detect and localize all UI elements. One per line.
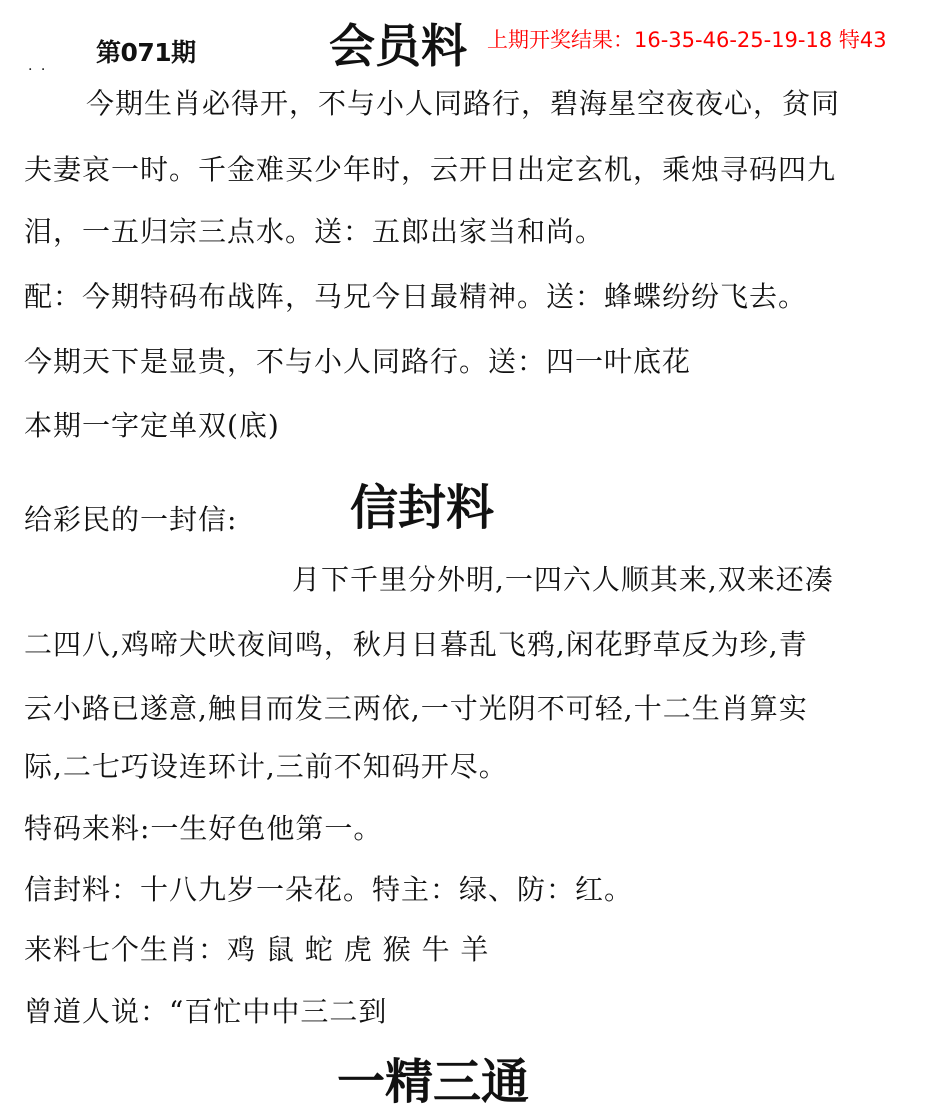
member-line-3: 泪，一五归宗三点水。送：五郎出家当和尚。: [24, 215, 605, 248]
member-material-title: 会员料: [329, 19, 467, 73]
bottom-title: 一精三通: [337, 1054, 530, 1110]
special-code-line: 特码来料:一生好色他第一。: [24, 812, 383, 845]
member-line-1: 今期生肖必得开，不与小人同路行，碧海星空夜夜心，贫同: [86, 87, 841, 120]
member-line-2: 夫妻哀一时。千金难买少年时，云开日出定玄机，乘烛寻码四九: [24, 153, 837, 186]
small-dots: . .: [28, 58, 48, 74]
letter-material-title: 信封料: [350, 480, 495, 536]
letter-line-2: 二四八,鸡啼犬吠夜间鸣，秋月日暮乱飞鸦,闲花野草反为珍,青: [24, 628, 808, 661]
zeng-dao-ren-line: 曾道人说：“百忙中中三二到: [24, 995, 388, 1028]
letter-line-1: 月下千里分外明,一四六人顺其来,双来还凑: [292, 563, 834, 596]
member-line-6: 本期一字定单双(底): [24, 409, 280, 442]
issue-number: 第071期: [96, 38, 196, 67]
letter-line-3: 云小路已遂意,触目而发三两依,一寸光阴不可轻,十二生肖算实: [24, 692, 808, 725]
envelope-material-line: 信封料：十八九岁一朵花。特主：绿、防：红。: [24, 873, 634, 906]
member-line-4: 配：今期特码布战阵，马兄今日最精神。送：蜂蝶纷纷飞去。: [24, 280, 808, 313]
letter-intro: 给彩民的一封信:: [24, 503, 238, 536]
last-draw-result: 上期开奖结果：16-35-46-25-19-18 特43: [487, 28, 887, 52]
letter-line-4: 际,二七巧设连环计,三前不知码开尽。: [24, 750, 508, 783]
member-line-5: 今期天下是显贵，不与小人同路行。送：四一叶底花: [24, 345, 692, 378]
seven-zodiac-line: 来料七个生肖：鸡 鼠 蛇 虎 猴 牛 羊: [24, 933, 490, 966]
